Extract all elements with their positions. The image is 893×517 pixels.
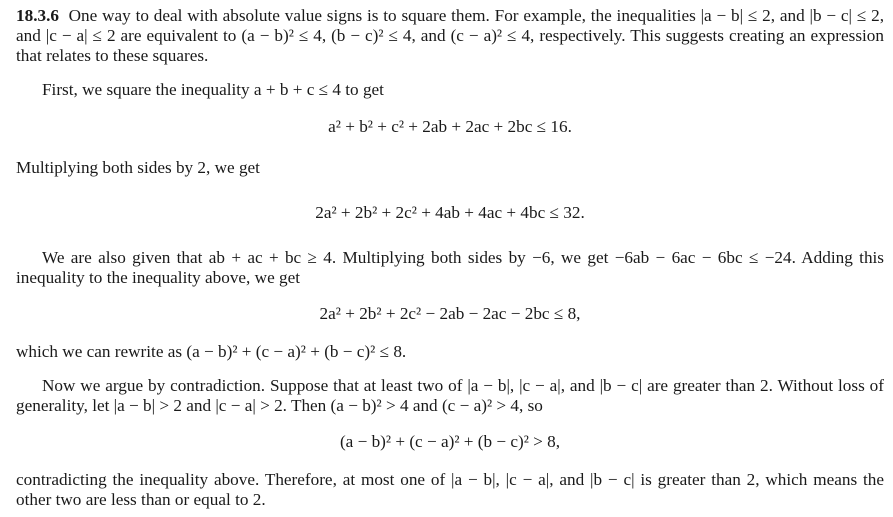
paragraph-conclusion: contradicting the inequality above. Therefore, at most one of |a − b|, |c − a|, and |b − c| is greater than 2, which means the other two are less than or equal to 2. bbox=[16, 470, 884, 509]
equation-contradiction: (a − b)² + (c − a)² + (b − c)² > 8, bbox=[339, 432, 561, 451]
paragraph-rewrite: which we can rewrite as (a − b)² + (c − a)² + (b − c)² ≤ 8. bbox=[16, 342, 407, 361]
paragraph-contradiction: Now we argue by contradiction. Suppose that at least two of |a − b|, |c − a|, and |b − c| are greater than 2. Without loss of generality, let |a − b| > 2 and |c − a| > 2. Then (a − b)² > 4 and (c − a)² > 4, so bbox=[16, 376, 884, 415]
paragraph-given: We are also given that ab + ac + bc ≥ 4. Multiplying both sides by −6, we get −6ab − 6ac − 6bc ≤ −24. Adding this inequality to the inequality above, we get bbox=[16, 248, 884, 287]
solution-page bbox=[16, 6, 884, 510]
intro-paragraph bbox=[16, 6, 884, 66]
equation-squared: a² + b² + c² + 2ab + 2ac + 2bc ≤ 16. bbox=[328, 117, 572, 136]
equation-sum: 2a² + 2b² + 2c² − 2ab − 2ac − 2bc ≤ 8, bbox=[319, 304, 581, 323]
intro-text: One way to deal with absolute value signs is to square them. For example, the inequalities |a − b| ≤ 2, and |b − c| ≤ 2, and |c − a| ≤ 2 are equivalent to (a − b)² ≤ 4, (b − c)² ≤ 4, and (c − a)² ≤ 4, respectively. This suggests creating an expression that relates to these squares. bbox=[16, 6, 884, 65]
solution-number: 18.3.6 bbox=[16, 6, 59, 25]
paragraph-square: First, we square the inequality a + b + c ≤ 4 to get bbox=[42, 80, 384, 99]
equation-doubled: 2a² + 2b² + 2c² + 4ab + 4ac + 4bc ≤ 32. bbox=[315, 203, 585, 222]
paragraph-multiply: Multiplying both sides by 2, we get bbox=[16, 158, 260, 177]
